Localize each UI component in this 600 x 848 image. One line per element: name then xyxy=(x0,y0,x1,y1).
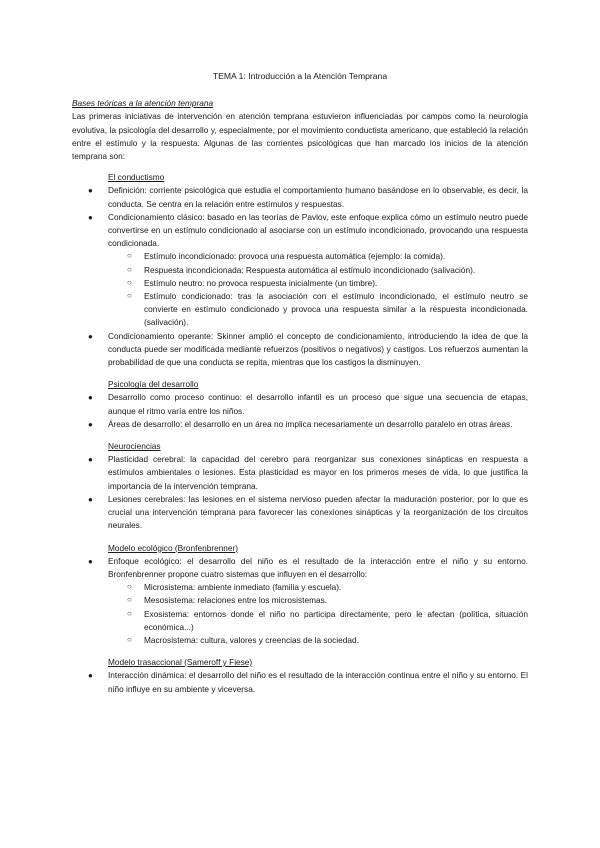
bullet-icon: ● xyxy=(88,556,93,566)
sub-list-item xyxy=(72,608,528,634)
hollow-bullet-icon: ○ xyxy=(127,595,132,605)
sub-list-item-text: Estímulo neutro: no provoca respuesta inicialmente (un timbre). xyxy=(144,277,378,288)
list-item xyxy=(72,184,528,210)
list-item xyxy=(72,418,528,431)
sub-list-item-text: Respuesta incondicionada: Respuesta automática al estímulo incondicionado (salivación). xyxy=(144,264,476,275)
hollow-bullet-icon: ○ xyxy=(127,582,132,592)
document-page xyxy=(72,70,528,705)
bullet-icon: ● xyxy=(88,393,93,403)
section-title: Modelo trasaccional (Sameroff y Fiese) xyxy=(108,657,253,668)
list-item-text: Enfoque ecológico: el desarrollo del niño es el resultado de la interacción entre el niño y su entorno. Bronfenbrenner propone cuatro sistemas que influyen en el desarrollo: xyxy=(108,555,528,579)
section xyxy=(72,440,528,532)
section xyxy=(72,171,528,369)
sub-list-item-text: Estímulo incondicionado: provoca una respuesta automática (ejemplo: la comida). xyxy=(144,251,446,262)
list-item-text: Interacción dinámica: el desarrollo del niño es el resultado de la interacción continua entre el niño y su entorno. El niño influye en su ambiente y viceversa. xyxy=(108,670,528,694)
sub-list-item xyxy=(72,581,528,594)
bullet-icon: ● xyxy=(88,331,93,341)
list-item xyxy=(72,211,528,251)
list-item-text: Definición: corriente psicológica que estudia el comportamiento humano basándose en lo observable, es decir, la conducta. Se centra en la relación entre estímulos y respuestas. xyxy=(108,185,528,209)
bullet-icon: ● xyxy=(88,212,93,222)
sub-list-item xyxy=(72,250,528,263)
sections-container xyxy=(72,171,528,696)
hollow-bullet-icon: ○ xyxy=(127,634,132,644)
sub-list-item-text: Microsistema: ambiente inmediato (familia y escuela). xyxy=(144,582,342,593)
sub-list-item xyxy=(72,290,528,330)
bullet-icon: ● xyxy=(88,419,93,429)
list-item-text: Plasticidad cerebral: la capacidad del cerebro para reorganizar sus conexiones sinápticas en respuesta a estímulos ambientales o lesiones. Esta plasticidad es mayor en los primeros meses de vida, lo que justifica la importancia de la intervención temprana. xyxy=(108,454,528,491)
section-title: Neurociencias xyxy=(108,441,161,452)
hollow-bullet-icon: ○ xyxy=(127,291,132,301)
section xyxy=(72,542,528,648)
bullet-icon: ● xyxy=(88,186,93,196)
sub-list-item-text: Estímulo condicionado: tras la asociación con el estímulo incondicionado, el estímulo neutro se convierte en estímulo condicionado y provoca una respuesta similar a la respuesta incondicionada. (salivación). xyxy=(144,291,528,328)
sub-list-item xyxy=(72,277,528,290)
sub-list-item xyxy=(72,634,528,647)
list-item xyxy=(72,330,528,370)
section xyxy=(72,378,528,431)
sub-list-item xyxy=(72,264,528,277)
hollow-bullet-icon: ○ xyxy=(127,277,132,287)
section-heading: Bases teóricas a la atención temprana xyxy=(72,98,214,109)
section xyxy=(72,656,528,696)
hollow-bullet-icon: ○ xyxy=(127,608,132,618)
section-title: El conductismo xyxy=(108,172,165,183)
list-item xyxy=(72,391,528,417)
list-item xyxy=(72,669,528,695)
document-title: TEMA 1: Introducción a la Atención Temprana xyxy=(212,71,388,81)
sub-list-item-text: Exosistema: entornos donde el niño no participa directamente, pero le afectan (política, situación económica...) xyxy=(144,608,528,632)
bullet-icon: ● xyxy=(88,671,93,681)
list-item-text: Desarrollo como proceso continuo: el desarrollo infantil es un proceso que sigue una secuencia de etapas, aunque el ritmo varía entre los niños. xyxy=(108,392,528,416)
list-item-text: Condicionamiento operante: Skinner amplió el concepto de condicionamiento, introduciendo la idea de que la conducta puede ser modificada mediante refuerzos (positivos o negativos) y castigos. Los refuerzos aumentan la probabilidad de que una conducta se repita, mientras que los castigos la disminuyen. xyxy=(108,330,528,368)
bullet-icon: ● xyxy=(88,494,93,504)
list-item-text: Áreas de desarrollo: el desarrollo en un área no implica necesariamente un desarrollo paralelo en otras áreas. xyxy=(108,418,513,429)
bullet-list xyxy=(72,453,528,532)
list-item-text: Condicionamiento clásico: basado en las teorías de Pavlov, este enfoque explica cómo un estímulo neutro puede convertirse en un estímulo condicionado al asociarse con un estímulo incondicionado, provocando una respuesta condicionada. xyxy=(108,211,528,249)
hollow-bullet-icon: ○ xyxy=(127,251,132,261)
intro-paragraph: Las primeras iniciativas de intervención en atención temprana estuvieron influenciadas por campos como la neurología evolutiva, la psicología del desarrollo y, especialmente, por el movimiento conductista americano, que estableció la relación entre el estímulo y la respuesta. Algunas de las corrientes psicológicas que han marcado los inicios de la atención temprana son: xyxy=(72,111,528,162)
section-title: Modelo ecológico (Bronfenbrenner) xyxy=(108,542,239,553)
bullet-list xyxy=(72,555,528,647)
bullet-list xyxy=(72,184,528,369)
list-item-text: Lesiones cerebrales: las lesiones en el sistema nervioso pueden afectar la maduración posterior, por lo que es crucial una intervención temprana para favorecer las conexiones sinápticas y la reorganización de los circuitos neurales. xyxy=(108,493,528,531)
list-item xyxy=(72,493,528,533)
hollow-bullet-icon: ○ xyxy=(127,264,132,274)
bullet-icon: ● xyxy=(88,455,93,465)
bullet-list xyxy=(72,391,528,431)
list-item xyxy=(72,453,528,493)
sub-list-item-text: Mesosistema: relaciones entre los microsistemas. xyxy=(144,595,328,606)
section-title: Psicología del desarrollo xyxy=(108,379,199,390)
sub-list-item xyxy=(72,594,528,607)
sub-list-item-text: Macrosistema: cultura, valores y creencias de la sociedad. xyxy=(144,634,359,645)
bullet-list xyxy=(72,669,528,695)
list-item xyxy=(72,555,528,581)
